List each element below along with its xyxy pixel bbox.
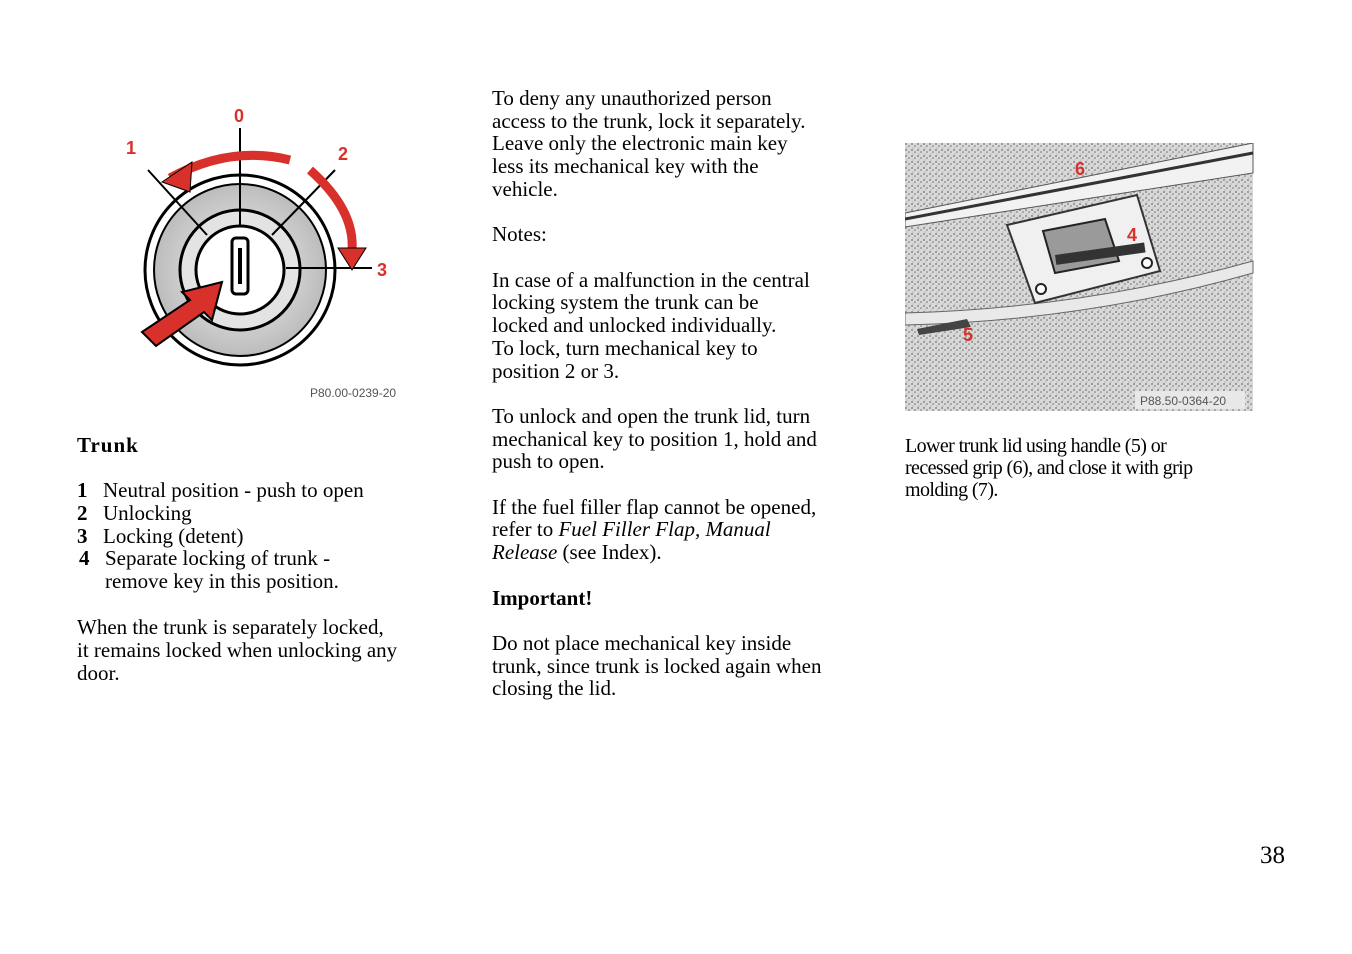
paragraph-line: locking system the trunk can be bbox=[492, 290, 759, 314]
figure-code: P80.00-0239-20 bbox=[310, 386, 397, 400]
figure-caption-line: Lower trunk lid using handle (5) or bbox=[905, 435, 1167, 457]
paragraph-line: closing the lid. bbox=[492, 676, 617, 700]
figure-code: P88.50-0364-20 bbox=[1140, 394, 1227, 408]
paragraph-line: To unlock and open the trunk lid, turn bbox=[492, 404, 811, 428]
trunk-lid-illustration bbox=[905, 143, 1255, 413]
callout-4: 4 bbox=[1127, 225, 1138, 245]
paragraph-line: locked and unlocked individually. bbox=[492, 313, 777, 337]
paragraph-line: door. bbox=[77, 661, 120, 685]
position-3-label: 3 bbox=[377, 260, 388, 280]
figure-caption-line: molding (7). bbox=[905, 479, 998, 501]
paragraph-line: refer to Fuel Filler Flap, Manual bbox=[492, 517, 771, 541]
paragraph-line: Release (see Index). bbox=[492, 540, 662, 564]
paragraph-line: position 2 or 3. bbox=[492, 359, 620, 383]
paragraph-line: vehicle. bbox=[492, 177, 558, 201]
callout-6: 6 bbox=[1075, 159, 1086, 179]
paragraph-line: trunk, since trunk is locked again when bbox=[492, 654, 822, 678]
paragraph-line: When the trunk is separately locked, bbox=[77, 615, 384, 639]
paragraph-line: mechanical key to position 1, hold and bbox=[492, 427, 817, 451]
callout-5: 5 bbox=[963, 325, 974, 345]
list-item: 1 Neutral position - push to open bbox=[77, 478, 364, 502]
page-number: 38 bbox=[1260, 842, 1285, 869]
cross-reference: Fuel Filler Flap, Manual bbox=[558, 517, 771, 541]
paragraph-line: less its mechanical key with the bbox=[492, 154, 759, 178]
figure-caption-line: recessed grip (6), and close it with grip bbox=[905, 457, 1193, 479]
paragraph-line: To deny any unauthorized person bbox=[492, 86, 772, 110]
paragraph-line: To lock, turn mechanical key to bbox=[492, 336, 758, 360]
paragraph-line: push to open. bbox=[492, 449, 605, 473]
paragraph-line: Leave only the electronic main key bbox=[492, 131, 788, 155]
position-1-label: 1 bbox=[126, 138, 137, 158]
position-0-label: 0 bbox=[234, 106, 245, 126]
key-lock-diagram bbox=[110, 100, 430, 410]
paragraph-line: it remains locked when unlocking any bbox=[77, 638, 398, 662]
list-item-continuation: remove key in this position. bbox=[105, 569, 339, 593]
important-heading: Important! bbox=[492, 586, 593, 610]
section-heading: Trunk bbox=[77, 433, 139, 457]
list-item: 4 Separate locking of trunk - bbox=[79, 546, 331, 570]
paragraph-line: If the fuel filler flap cannot be opened, bbox=[492, 495, 817, 519]
paragraph-line: In case of a malfunction in the central bbox=[492, 268, 810, 292]
position-2-label: 2 bbox=[338, 144, 349, 164]
list-item: 2 Unlocking bbox=[77, 501, 192, 525]
list-item: 3 Locking (detent) bbox=[77, 524, 244, 548]
paragraph-line: Do not place mechanical key inside bbox=[492, 631, 792, 655]
notes-label: Notes: bbox=[492, 222, 547, 246]
paragraph-line: access to the trunk, lock it separately. bbox=[492, 109, 806, 133]
cross-reference: Release bbox=[492, 540, 558, 564]
